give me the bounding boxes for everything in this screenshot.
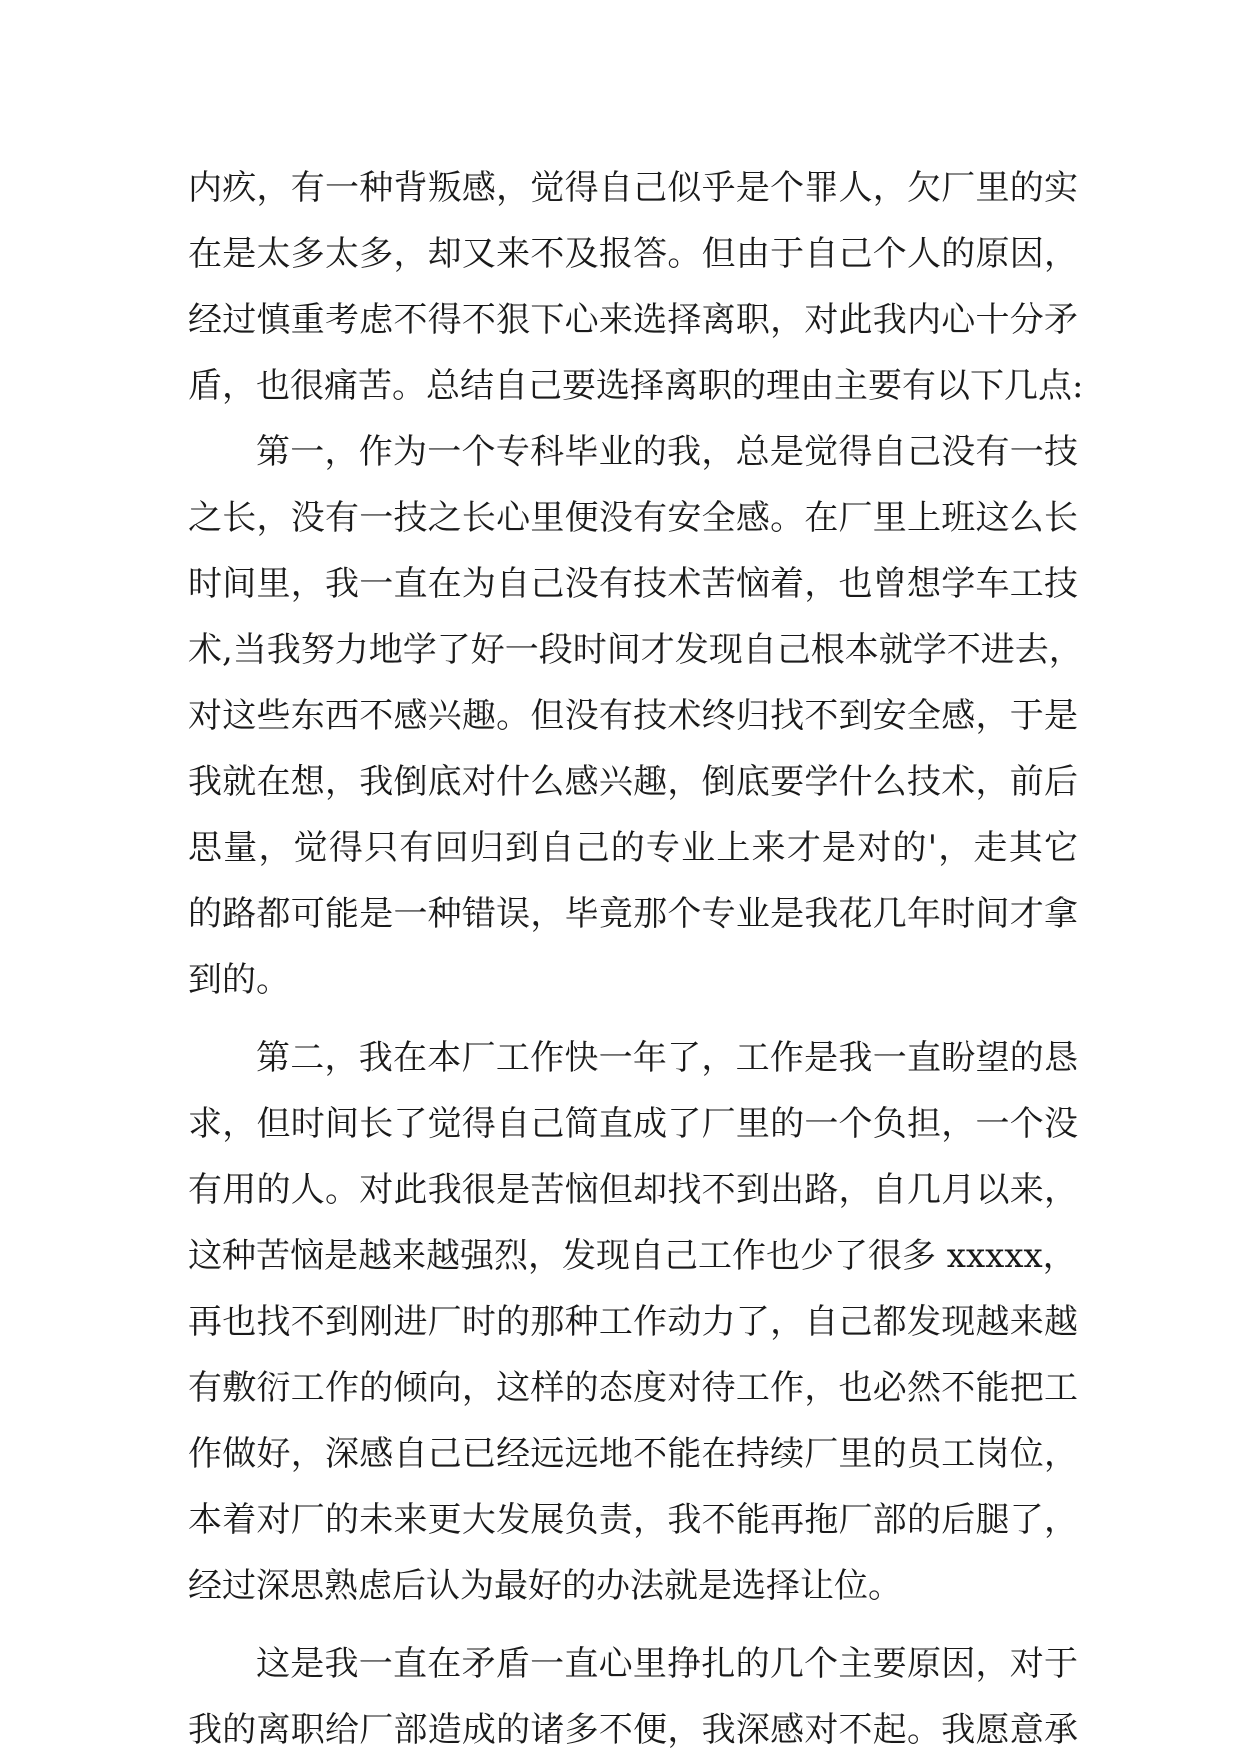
text-line: 我的离职给厂部造成的诸多不便，我深感对不起。我愿意承 bbox=[188, 1710, 1078, 1750]
text-line: 我就在想，我倒底对什么感兴趣，倒底要学什么技术，前后 bbox=[188, 762, 1078, 802]
text-line: 有用的人。对此我很是苦恼但却找不到出路，自几月以来， bbox=[188, 1170, 1078, 1210]
text-line: 本着对厂的未来更大发展负责，我不能再拖厂部的后腿了， bbox=[188, 1500, 1078, 1540]
text-line: 之长，没有一技之长心里便没有安全感。在厂里上班这么长 bbox=[188, 498, 1078, 538]
text-line: 内疚，有一种背叛感，觉得自己似乎是个罪人，欠厂里的实 bbox=[188, 168, 1078, 208]
text-line: 术,当我努力地学了好一段时间才发现自己根本就学不进去， bbox=[188, 630, 1083, 670]
text-line: 盾，也很痛苦。总结自己要选择离职的理由主要有以下几点: bbox=[188, 366, 1084, 406]
text-line: 到的。 bbox=[188, 960, 290, 1000]
text-line: 第二，我在本厂工作快一年了，工作是我一直盼望的恳 bbox=[256, 1038, 1078, 1078]
text-line: 经过深思熟虑后认为最好的办法就是选择让位。 bbox=[188, 1566, 902, 1606]
text-line: 第一，作为一个专科毕业的我，总是觉得自己没有一技 bbox=[256, 432, 1078, 472]
paragraph-second-reason bbox=[188, 1025, 1078, 1619]
text-line: 经过慎重考虑不得不狠下心来选择离职，对此我内心十分矛 bbox=[188, 300, 1078, 340]
text-line: 作做好，深感自己已经远远地不能在持续厂里的员工岗位， bbox=[188, 1434, 1078, 1474]
text-line: 时间里，我一直在为自己没有技术苦恼着，也曾想学车工技 bbox=[188, 564, 1078, 604]
text-line: 这种苦恼是越来越强烈，发现自己工作也少了很多 xxxxx， bbox=[188, 1236, 1077, 1276]
text-line: 对这些东西不感兴趣。但没有技术终归找不到安全感，于是 bbox=[188, 696, 1078, 736]
paragraph-continuation bbox=[188, 155, 1084, 419]
text-line: 的路都可能是一种错误，毕竟那个专业是我花几年时间才拿 bbox=[188, 894, 1078, 934]
paragraph-conclusion bbox=[188, 1631, 1078, 1763]
paragraph-first-reason bbox=[188, 419, 1083, 1013]
paragraph-spacer bbox=[188, 1619, 1078, 1631]
document-body bbox=[188, 155, 1084, 1763]
text-line: 有敷衍工作的倾向，这样的态度对待工作，也必然不能把工 bbox=[188, 1368, 1078, 1408]
text-line: 思量，觉得只有回归到自己的专业上来才是对的'，走其它 bbox=[188, 828, 1078, 868]
text-line: 在是太多太多，却又来不及报答。但由于自己个人的原因， bbox=[188, 234, 1078, 274]
text-line: 再也找不到刚进厂时的那种工作动力了，自己都发现越来越 bbox=[188, 1302, 1078, 1342]
text-line: 求，但时间长了觉得自己简直成了厂里的一个负担，一个没 bbox=[188, 1104, 1078, 1144]
paragraph-spacer bbox=[188, 1013, 1078, 1025]
text-line: 这是我一直在矛盾一直心里挣扎的几个主要原因，对于 bbox=[256, 1644, 1078, 1684]
